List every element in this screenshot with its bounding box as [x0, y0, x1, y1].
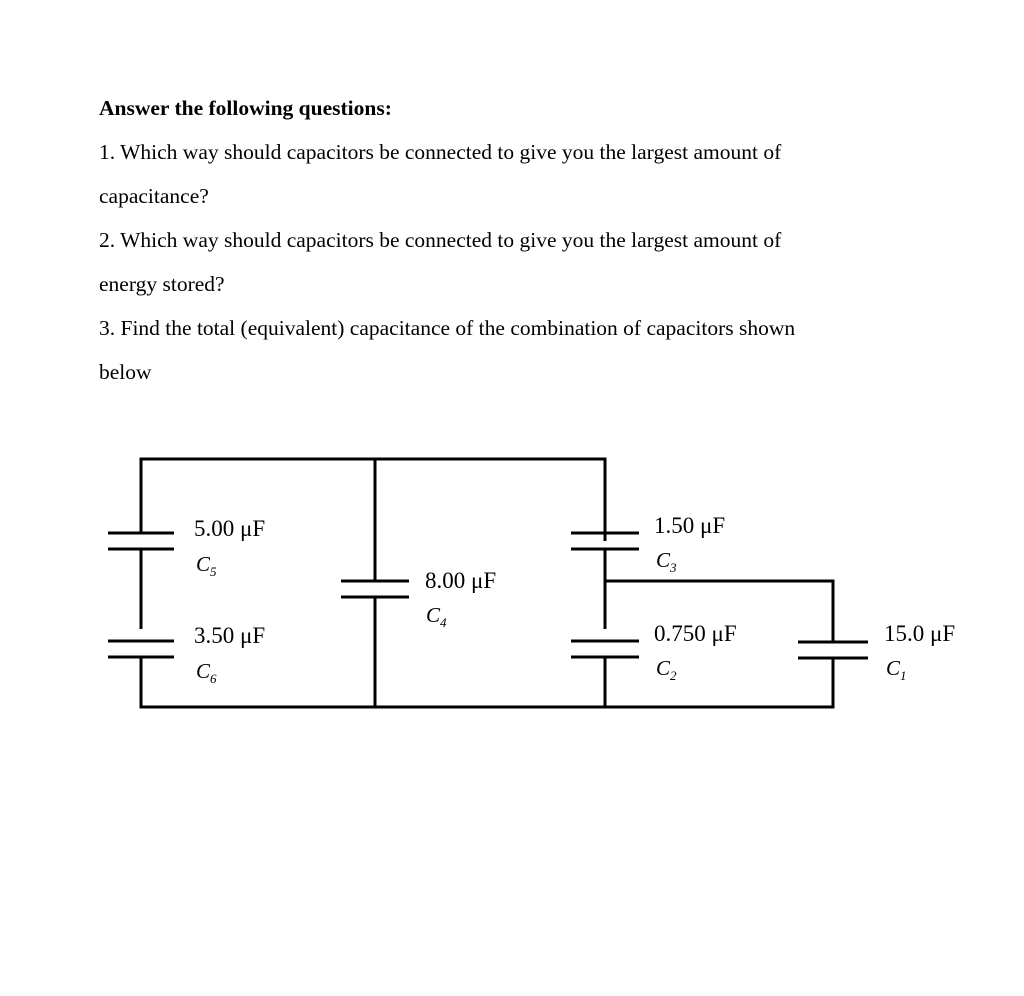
question-3-line-2: below [99, 360, 152, 384]
c6-value-label: 3.50 μF [194, 623, 266, 648]
c6-name-subscript: 6 [210, 671, 217, 686]
c3-value-label: 1.50 μF [654, 513, 726, 538]
c1-name-letter: C [886, 656, 901, 680]
capacitor-c5-symbol [108, 533, 174, 549]
c3-name-letter: C [656, 548, 671, 572]
c4-name-letter: C [426, 603, 441, 627]
c5-name-letter: C [196, 552, 211, 576]
capacitor-c6-symbol [108, 641, 174, 657]
question-1-line-2: capacitance? [99, 184, 209, 208]
c6-name-letter: C [196, 659, 211, 683]
c2-name-subscript: 2 [670, 668, 677, 683]
capacitor-c1-symbol [798, 642, 868, 658]
capacitor-c4-symbol [341, 581, 409, 597]
c6-name-label [196, 659, 217, 686]
question-2-line-1: 2. Which way should capacitors be connected to give you the largest amount of [99, 228, 782, 252]
question-2-line-2: energy stored? [99, 272, 225, 296]
c3-name-subscript: 3 [670, 560, 677, 575]
capacitor-c2-symbol [571, 641, 639, 657]
c1-name-subscript: 1 [900, 668, 907, 683]
c4-name-subscript: 4 [440, 615, 447, 630]
c2-value-label: 0.750 μF [654, 621, 737, 646]
c1-name-label [886, 656, 907, 683]
c3-name-label [656, 548, 677, 575]
c5-value-label: 5.00 μF [194, 516, 266, 541]
question-1-line-1: 1. Which way should capacitors be connected to give you the largest amount of [99, 140, 782, 164]
question-3-line-1: 3. Find the total (equivalent) capacitance of the combination of capacitors shown [99, 316, 796, 340]
bottom-wire [141, 657, 833, 707]
c4-name-label [426, 603, 447, 630]
c4-value-label: 8.00 μF [425, 568, 497, 593]
questions-heading: Answer the following questions: [99, 96, 392, 120]
c5-name-subscript: 5 [210, 564, 217, 579]
c5-name-label [196, 552, 217, 579]
c2-name-label [656, 656, 677, 683]
c1-value-label: 15.0 μF [884, 621, 956, 646]
c2-name-letter: C [656, 656, 671, 680]
